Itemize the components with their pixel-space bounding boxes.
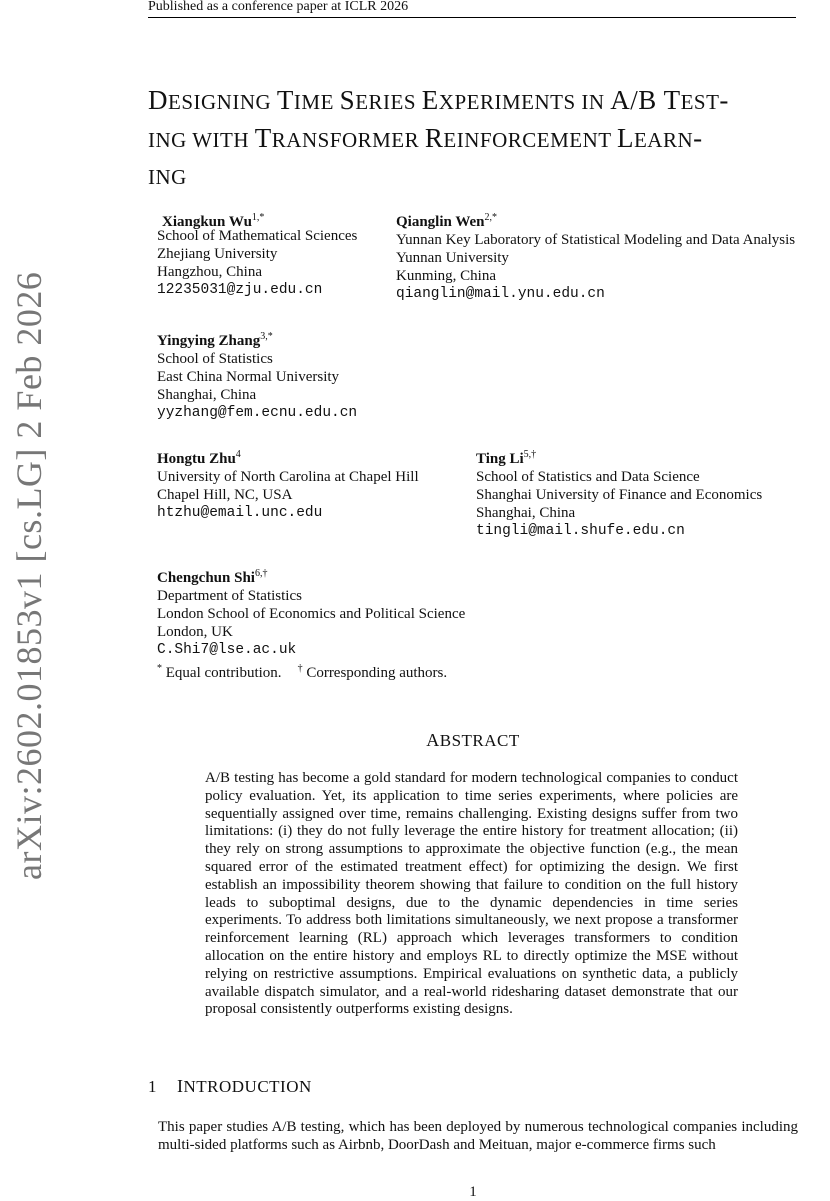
paper-title	[148, 82, 798, 195]
author-email[interactable]: C.Shi7@lse.ac.uk	[157, 642, 297, 658]
contribution-notes: * Equal contribution. † Corresponding authors.	[157, 663, 448, 681]
author-affil-mark: 4	[235, 449, 241, 460]
author-name: Xiangkun Wu	[162, 214, 252, 230]
author-affil-mark: 3,*	[260, 331, 273, 342]
title-line-1: DESIGNING TIME SERIES EXPERIMENTS IN A/B TEST-	[148, 85, 729, 115]
author-affil-mark: 5,†	[523, 449, 537, 460]
author-email[interactable]: htzhu@email.unc.edu	[157, 505, 323, 521]
section-heading-introduction: 1 INTRODUCTION	[148, 1076, 312, 1096]
author-email[interactable]: 12235031@zju.edu.cn	[157, 282, 323, 298]
author-name: Hongtu Zhu	[157, 451, 236, 467]
author-affil-mark: 6,†	[254, 568, 268, 579]
author-name: Qianglin Wen	[396, 214, 485, 230]
abstract-heading: ABSTRACT	[426, 730, 520, 750]
author-block-2: Qianglin Wen$^{2,*}$ Yunnan Key Laboratory of Statistical Modeling and Data Analysis Yunnan University Kunming, China qianglin@mail.ynu.edu.cn	[396, 212, 796, 302]
section-number: 1	[148, 1077, 157, 1096]
introduction-paragraph: This paper studies A/B testing, which has been deployed by numerous technological companies including multi-sided platforms such as Airbnb, DoorDash and Meituan, major e-commerce firms such	[158, 1119, 798, 1153]
arxiv-sidebar-stamp: arXiv:2602.01853v1 [cs.LG] 2 Feb 2026	[9, 271, 49, 880]
conference-header: Published as a conference paper at ICLR 2026	[148, 0, 409, 14]
author-name: Ting Li	[476, 451, 524, 467]
author-email[interactable]: qianglin@mail.ynu.edu.cn	[396, 286, 605, 302]
author-affil-mark: 2,*	[484, 212, 498, 223]
author-block-5: Ting $Li^{5,\dagger}$ School of Statistics and Data Science Shanghai University of Finance and Economics Shanghai, China tingli@mail.shufe.edu.cn	[476, 449, 763, 539]
header-rule	[148, 17, 796, 18]
abstract-text: A/B testing has become a gold standard for modern technological companies to conduct policy evaluation. Yet, its application to time series experiments, where policies are sequentially assigned over time, remains challenging. Existing designs suffer from two limitations: (i) they do not fully leverage the entire history for treatment allocation; (ii) they rely on strong assumptions to approximate the objective function (e.g., the mean squared error of the estimated treatment effect) for optimizing the design. We first establish an impossibility theorem showing that failure to condition on the full history leads to suboptimal designs, due to the dynamic dependencies in time series experiments. To address both limitations simultaneously, we next propose a transformer reinforcement learning (RL) approach which leverages transformers to condition allocation on the entire history and employs RL to directly optimize the MSE without relying on restrictive assumptions. Empirical evaluations on synthetic data, a publicly available dispatch simulator, and a real-world ridesharing dataset demonstrate that our proposal consistently outperforms existing designs.	[205, 770, 738, 1018]
author-name: Chengchun Shi	[157, 570, 255, 586]
title-line-3: ING	[148, 165, 187, 189]
author-email[interactable]: tingli@mail.shufe.edu.cn	[476, 523, 685, 539]
author-affil-mark: 1,*	[251, 212, 265, 223]
author-1-affiliation: School of Mathematical Sciences Zhejiang University Hangzhou, China 12235031@zju.edu.cn	[157, 228, 358, 298]
author-name: Yingying Zhang	[157, 333, 261, 349]
author-block-4: Hongtu Zhu$^4$ University of North Carolina at Chapel Hill Chapel Hill, NC, USA htzhu@email.unc.edu	[157, 449, 419, 521]
author-email[interactable]: yyzhang@fem.ecnu.edu.cn	[157, 405, 358, 421]
corresponding-mark: †	[297, 663, 303, 674]
title-line-2: ING WITH TRANSFORMER REINFORCEMENT LEARN-	[148, 123, 703, 153]
equal-contribution-mark: *	[157, 663, 162, 674]
page-number: 1	[469, 1184, 477, 1200]
author-block-3: Yingying Zhang$^{3,*}$ School of Statistics East China Normal University Shanghai, China yyzhang@fem.ecnu.edu.cn	[157, 331, 358, 421]
author-block-6: Chengchun Shi$^{6,\dagger}$ Department of Statistics London School of Economics and Political Science London, UK C.Shi7@lse.ac.uk	[157, 568, 466, 658]
